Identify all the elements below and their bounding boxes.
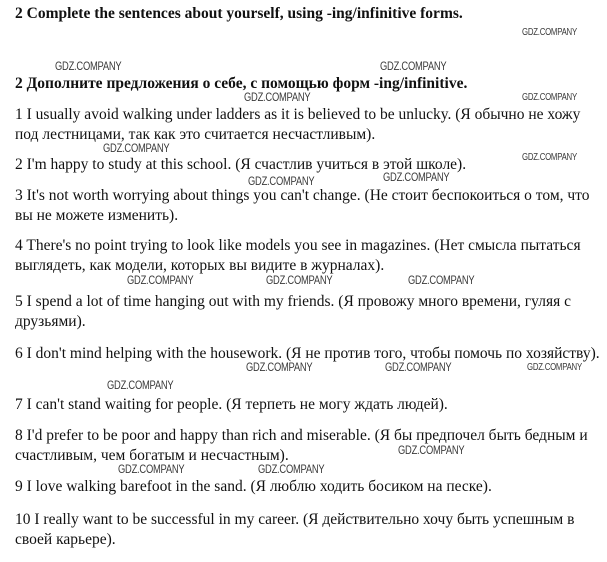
watermark: GDZ.COMPANY bbox=[380, 59, 447, 73]
watermark: GDZ.COMPANY bbox=[127, 273, 194, 287]
watermark: GDZ.COMPANY bbox=[258, 462, 325, 476]
watermark: GDZ.COMPANY bbox=[398, 443, 465, 457]
sentence-1: 1 I usually avoid walking under ladders as it is believed to be unlucky. (Я обычно не хожу под лестницами, так как это считается несчастливым). bbox=[15, 106, 581, 143]
sentence-4: 4 There's no point trying to look like models you see in magazines. (Нет смысла пытаться выглядеть, как модели, которых вы видите в журналах). bbox=[15, 237, 581, 274]
watermark: GDZ.COMPANY bbox=[246, 360, 313, 374]
watermark: GDZ.COMPANY bbox=[103, 141, 170, 155]
watermark: GDZ.COMPANY bbox=[527, 362, 582, 373]
watermark: GDZ.COMPANY bbox=[118, 462, 185, 476]
watermark: GDZ.COMPANY bbox=[107, 378, 174, 392]
watermark: GDZ.COMPANY bbox=[266, 273, 333, 287]
watermark: GDZ.COMPANY bbox=[385, 360, 452, 374]
watermark: GDZ.COMPANY bbox=[522, 92, 577, 103]
watermark: GDZ.COMPANY bbox=[55, 59, 122, 73]
sentence-6: 6 I don't mind helping with the housework. (Я не против того, чтобы помочь по хозяйству). bbox=[15, 345, 600, 362]
watermark: GDZ.COMPANY bbox=[522, 27, 577, 38]
sentence-2: 2 I'm happy to study at this school. (Я счастлив учиться в этой школе). bbox=[15, 156, 467, 173]
watermark: GDZ.COMPANY bbox=[244, 90, 311, 104]
sentence-3: 3 It's not worth worrying about things you can't change. (Не стоит беспокоиться о том, что вы не можете изменить). bbox=[15, 187, 590, 224]
sentence-7: 7 I can't stand waiting for people. (Я терпеть не могу ждать людей). bbox=[15, 396, 448, 413]
watermark: GDZ.COMPANY bbox=[522, 152, 577, 163]
sentence-8: 8 I'd prefer to be poor and happy than rich and miserable. (Я бы предпочел быть бедным и счастливым, чем богатым и несчастным). bbox=[15, 427, 588, 464]
watermark: GDZ.COMPANY bbox=[248, 174, 315, 188]
watermark: GDZ.COMPANY bbox=[408, 273, 475, 287]
sentence-5: 5 I spend a lot of time hanging out with my friends. (Я провожу много времени, гуляя с друзьями). bbox=[15, 293, 571, 330]
watermark: GDZ.COMPANY bbox=[383, 170, 450, 184]
sentence-10: 10 I really want to be successful in my career. (Я действительно хочу быть успешным в своей карьере). bbox=[15, 511, 575, 548]
exercise-heading-english: 2 Complete the sentences about yourself, using -ing/infinitive forms. bbox=[15, 5, 463, 22]
sentence-9: 9 I love walking barefoot in the sand. (Я люблю ходить босиком на песке). bbox=[15, 478, 492, 495]
exercise-heading-russian: 2 Дополните предложения о себе, с помощью форм -ing/infinitive. bbox=[15, 75, 468, 92]
